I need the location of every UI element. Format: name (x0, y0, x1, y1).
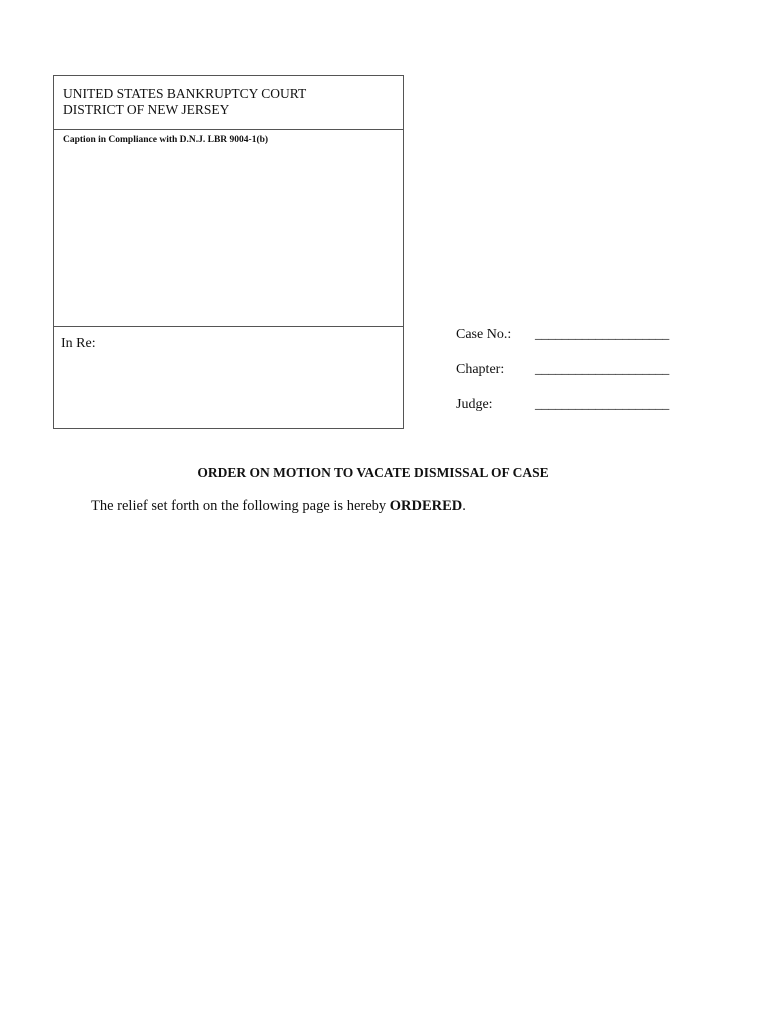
case-number-row (456, 327, 696, 362)
court-name: UNITED STATES BANKRUPTCY COURT (63, 86, 307, 101)
order-title: ORDER ON MOTION TO VACATE DISMISSAL OF CASE (197, 465, 549, 480)
chapter-label: Chapter: (456, 362, 505, 377)
relief-period: . (462, 498, 466, 514)
chapter-blank: ____________________ (535, 362, 670, 377)
court-district: DISTRICT OF NEW JERSEY (63, 102, 230, 117)
relief-text: The relief set forth on the following page is hereby (91, 498, 390, 514)
relief-ordered: ORDERED (389, 498, 463, 514)
caption-area (54, 130, 403, 327)
in-re-section (54, 327, 403, 429)
judge-blank: ____________________ (535, 397, 670, 412)
judge-row (456, 397, 696, 432)
relief-statement (91, 498, 466, 515)
case-number-blank: ____________________ (535, 327, 670, 342)
court-header (54, 76, 403, 130)
judge-label: Judge: (456, 397, 493, 412)
case-number-label: Case No.: (456, 327, 512, 342)
case-fields (456, 327, 696, 432)
chapter-row (456, 362, 696, 397)
in-re-label: In Re: (61, 336, 96, 351)
caption-box (53, 75, 404, 429)
caption-compliance-note: Caption in Compliance with D.N.J. LBR 9004-1(b) (63, 135, 269, 145)
